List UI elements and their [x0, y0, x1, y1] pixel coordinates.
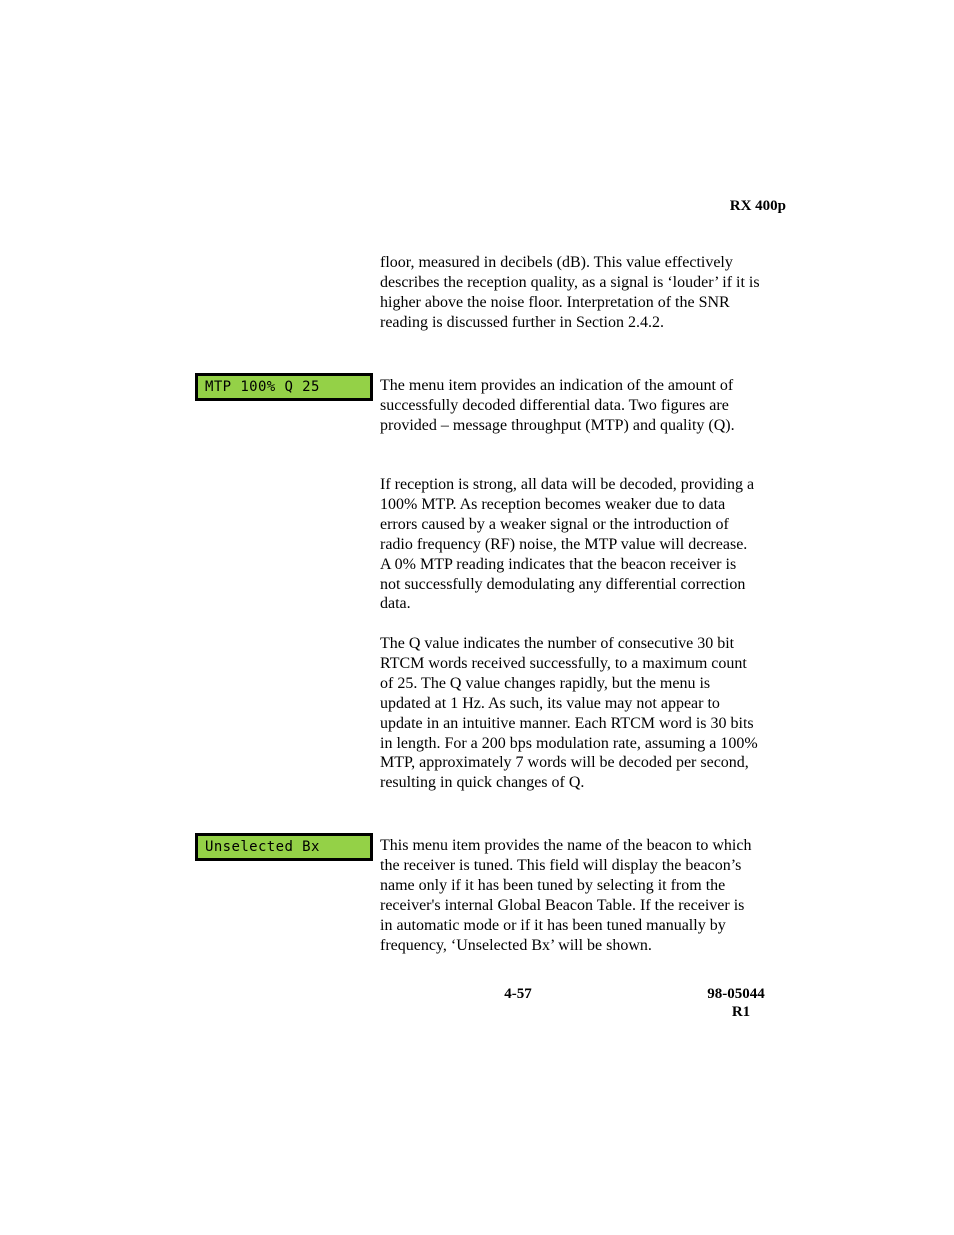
paragraph-q-value: The Q value indicates the number of consecutive 30 bit RTCM words received successfully, to a maximum count of 25. The Q value changes rapidly, but the menu is updated at 1 Hz. As such, its value may not appear to update in an intuitive manner. Each RTCM word is 30 bits in length. For a 200 bps modulation rate, assuming a 100% MTP, approximately 7 words will be decoded per second, resulting in quick changes of Q. [380, 635, 758, 792]
lcd-display-mtp [195, 373, 373, 401]
footer-revision: R1 [731, 1004, 751, 1020]
lcd-display-beacon-name [195, 833, 373, 861]
lcd-display-beacon-name-text: Unselected Bx [205, 839, 320, 855]
paragraph-beacon-name: This menu item provides the name of the beacon to which the receiver is tuned. This field will display the beacon’s name only if it has been tuned by selecting it from the receiver's internal Global Beacon Table. If the receiver is in automatic mode or if it has been tuned manually by frequency, ‘Unselected Bx’ will be shown. [380, 837, 752, 954]
paragraph-reception-strength: If reception is strong, all data will be decoded, providing a 100% MTP. As reception becomes weaker due to data errors caused by a weaker signal or the introduction of radio frequency (RF) noise, the MTP value will decrease. A 0% MTP reading indicates that the beacon receiver is not successfully demodulating any differential correction data. [380, 476, 755, 613]
footer-document-number: 98-05044 [707, 986, 765, 1002]
paragraph-snr-continued: floor, measured in decibels (dB). This value effectively describes the reception quality, as a signal is ‘louder’ if it is higher above the noise floor. Interpretation of the SNR reading is discussed further in Section 2.4.2. [380, 254, 760, 331]
lcd-display-mtp-text: MTP 100% Q 25 [205, 379, 320, 395]
paragraph-mtp-intro: The menu item provides an indication of the amount of successfully decoded differential data. Two figures are provided – message throughput (MTP) and quality (Q). [380, 377, 735, 434]
header-product-title: RX 400p [729, 198, 786, 214]
footer-page-number: 4-57 [504, 986, 532, 1002]
